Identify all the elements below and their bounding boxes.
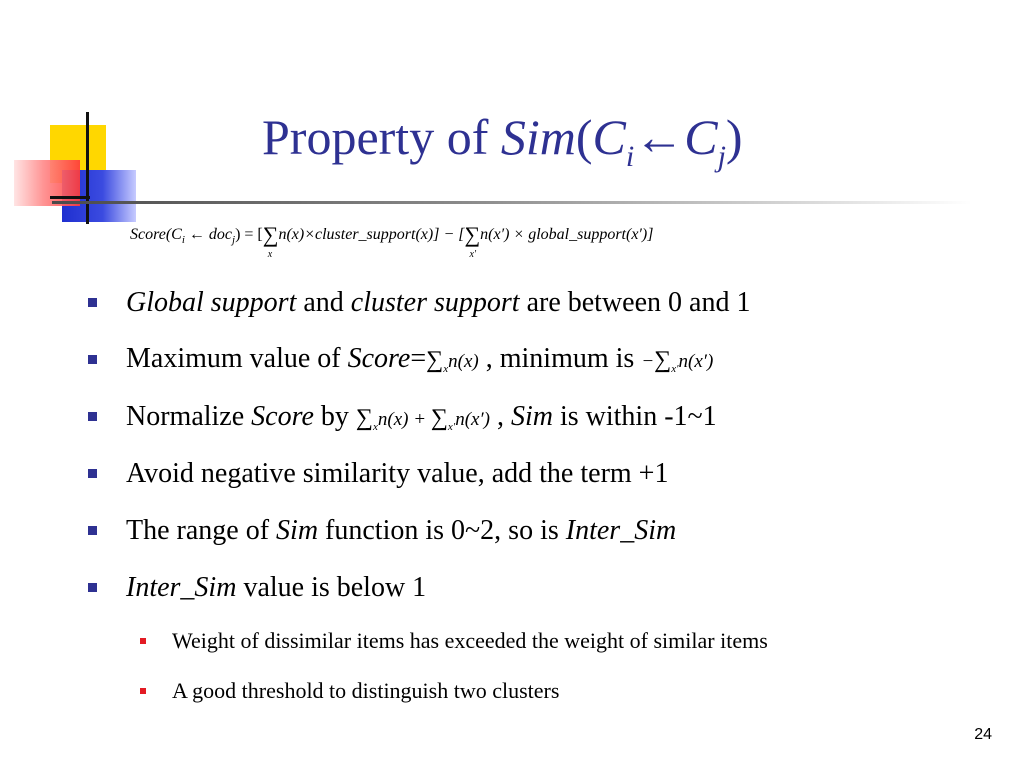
sub-bullet-item: A good threshold to distinguish two clusters [172,678,560,703]
title-arrow: ← [634,109,685,165]
deco-red-square [14,160,80,206]
sub-bullet-item: Weight of dissimilar items has exceeded the weight of similar items [172,628,768,653]
bullet-item-normalize [126,403,717,433]
score-formula [130,222,654,260]
math-sum-max: $\sum_xn(x)$ [426,347,479,375]
term-sim: Sim [510,401,553,432]
deco-vertical-line [86,112,89,224]
formula-lhs-j: j [232,234,236,246]
math-normalizer: $\sum_xn(x) + \sum_{x'}n(x')$ [355,405,490,433]
title-prefix: Property of [262,109,501,165]
bullet-item-avoid-negative [126,460,668,488]
formula-eq: ) = [ [235,226,263,243]
bullet-item-range [126,517,676,545]
title-sub-i: i [625,140,635,173]
title-sim: Sim [500,109,576,165]
formula-term1: n(x)×cluster_support(x)] − [ [278,226,465,243]
title-ci: C [592,109,626,165]
term-inter-sim: Inter_Sim [126,572,237,603]
text: Normalize [126,401,252,432]
text: by [313,401,356,432]
bullet-marker [88,526,97,535]
bullet-item-max-min [126,345,713,375]
formula-lhs-i: i [181,234,185,246]
sub-bullet-marker [140,688,146,694]
sum-symbol-2: ∑ x′ [464,222,481,260]
bullet-marker [88,298,97,307]
term-cluster-support: cluster support [350,287,520,318]
formula-term2: n(x′) × global_support(x′)] [480,226,654,243]
term-score: Score [251,401,314,432]
text: is within -1~1 [552,401,717,432]
text: are between 0 and 1 [519,287,751,318]
term-score: Score [347,343,411,374]
term-inter-sim: Inter_Sim [565,515,677,546]
formula-lhs: Score(C [130,226,182,243]
slide-title [262,109,743,173]
text: function is 0~2, so is [318,515,566,546]
title-open: ( [575,109,593,165]
title-cj: C [684,109,718,165]
text: Avoid negative similarity value, add the term +1 [126,458,669,489]
text: Maximum value of [126,343,348,374]
deco-horizontal-line [50,196,90,199]
title-close: ) [725,109,743,165]
bullet-marker [88,583,97,592]
page-number: 24 [974,726,992,743]
math-sum-min: $-\sum_{x'}n(x')$ [641,347,714,375]
text: , minimum is [478,343,642,374]
bullet-marker [88,355,97,364]
sub-bullet-marker [140,638,146,644]
title-sub-j: j [717,140,726,173]
title-divider [52,201,972,204]
text: The range of [126,515,277,546]
term-sim: Sim [276,515,319,546]
text: and [296,287,351,318]
sum2-var: x′ [469,249,477,260]
formula-arrow: ← doc [184,226,233,243]
bullet-marker [88,412,97,421]
bullet-item-support-range [126,289,750,317]
sum1-var: x [267,249,273,260]
bullet-marker [88,469,97,478]
sum-symbol-1: ∑ x [262,222,279,260]
bullet-item-inter-sim [126,574,426,602]
term-global-support: Global support [126,287,297,318]
text: = [410,343,427,374]
text: , [489,401,511,432]
text: value is below 1 [236,572,427,603]
